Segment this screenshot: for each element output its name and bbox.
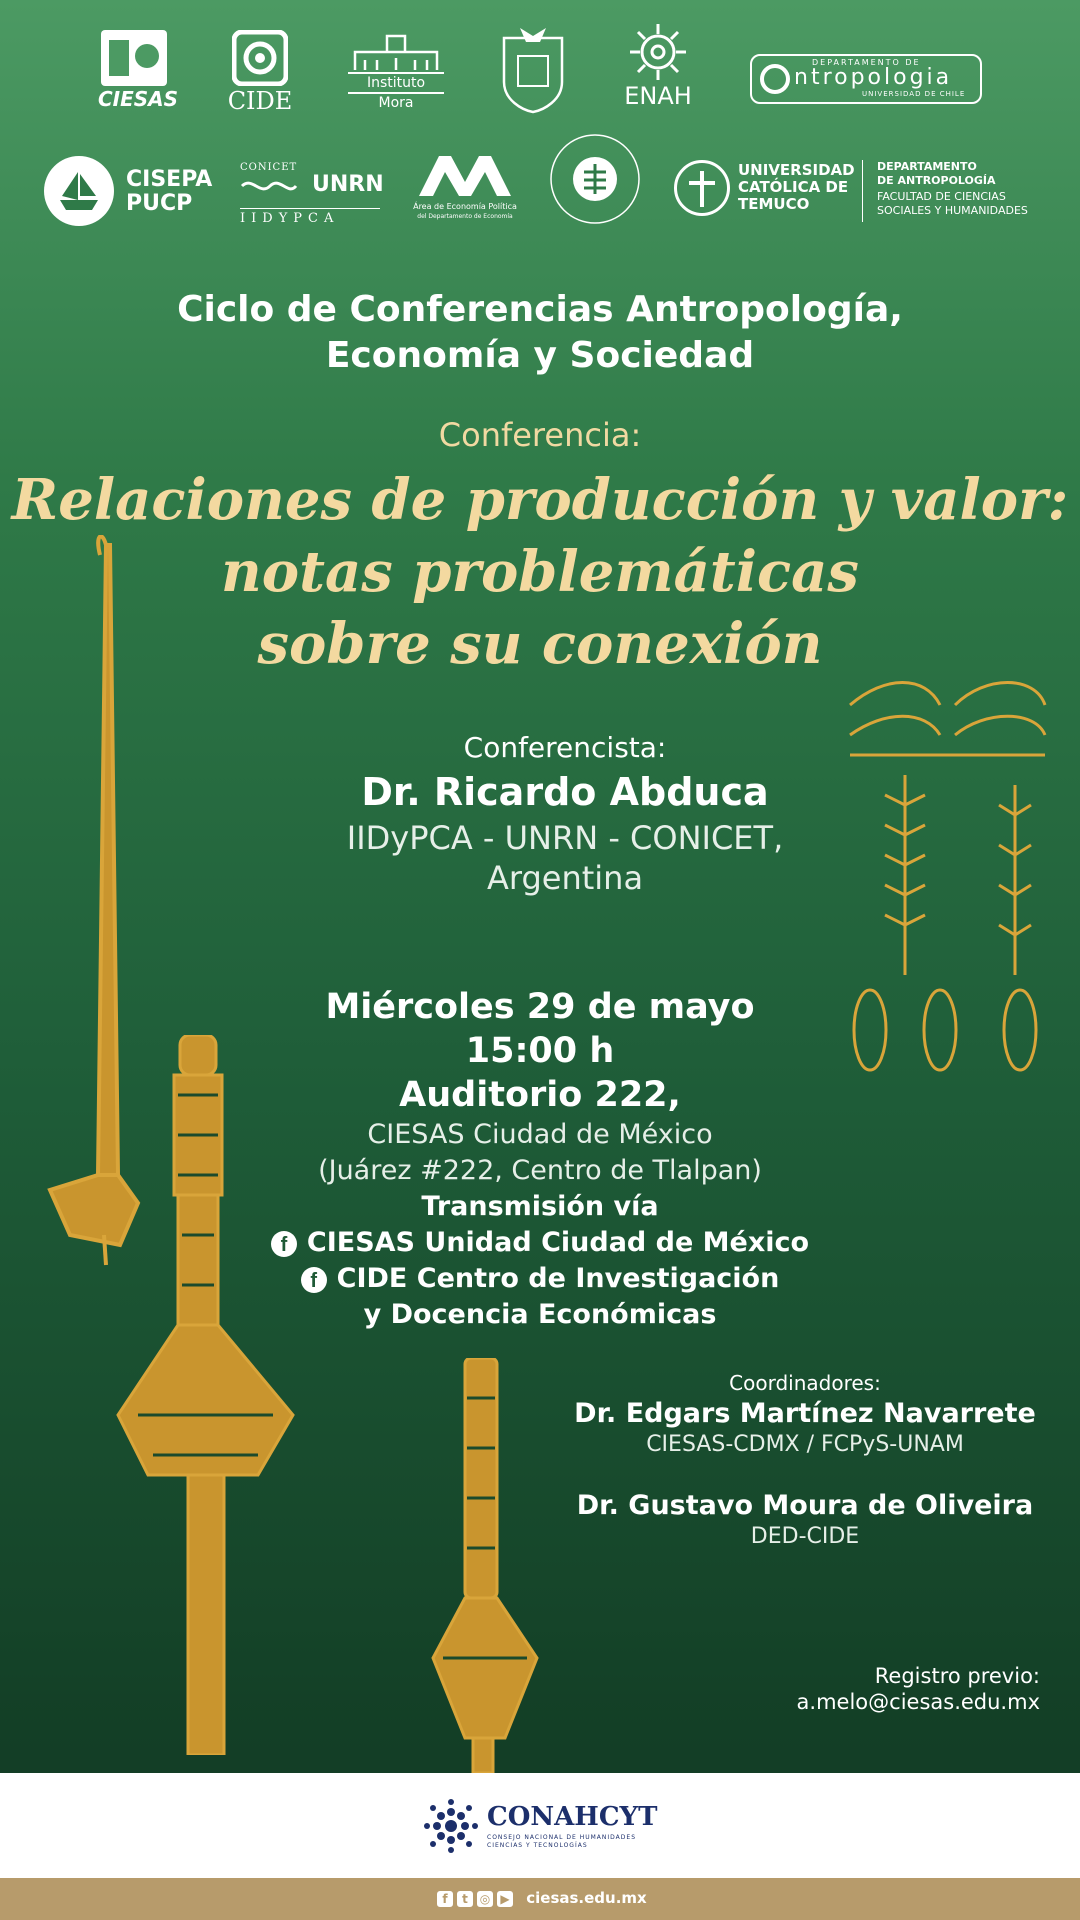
stream-ciesas[interactable] — [0, 1225, 1080, 1261]
uct-temuco-logo — [672, 158, 1032, 228]
uam-emblem-icon — [415, 152, 515, 198]
series-title — [0, 287, 1080, 379]
uct-divider — [862, 160, 863, 222]
uam-label-1: Área de Economía Política — [413, 202, 517, 211]
coordinators-label: Coordinadores: — [729, 1371, 881, 1395]
event-details — [0, 985, 1080, 1333]
registration-label: Registro previo: — [874, 1664, 1040, 1688]
mora-building-icon — [349, 28, 443, 72]
antro-bottom-label: UNIVERSIDAD DE CHILE — [862, 90, 966, 98]
instagram-icon[interactable]: ◎ — [477, 1891, 493, 1907]
conference-title-line-2: notas problemáticas — [221, 539, 859, 605]
facultad-economia-logo — [500, 22, 566, 114]
coordinator-2-name: Dr. Gustavo Moura de Oliveira — [576, 1490, 1034, 1521]
unrn-label: UNRN — [312, 172, 384, 197]
event-time: 15:00 h — [465, 1031, 615, 1071]
registration-block — [740, 1664, 1040, 1715]
uct-fac-2: SOCIALES Y HUMANIDADES — [877, 204, 1028, 217]
enah-glyph-icon — [628, 22, 688, 82]
speaker-affiliation-1: IIDyPCA - UNRN - CONICET, — [346, 819, 784, 857]
speaker-name: Dr. Ricardo Abduca — [361, 770, 769, 814]
event-venue: Auditorio 222, — [399, 1075, 681, 1115]
uct-label-3: TEMUCO — [738, 195, 810, 213]
twitter-icon[interactable]: t — [457, 1891, 473, 1907]
uct-dept-2: DE ANTROPOLOGÍA — [877, 174, 996, 187]
uct-fac-1: FACULTAD DE CIENCIAS — [877, 190, 1006, 203]
youtube-icon[interactable]: ▶ — [497, 1891, 513, 1907]
stream-ciesas-label: CIESAS Unidad Ciudad de México — [306, 1227, 810, 1258]
ciesas-logo — [98, 28, 179, 111]
footer-sponsor-bar — [0, 1773, 1080, 1878]
cide-logo — [225, 30, 295, 116]
antro-top-label: DEPARTAMENTO DE — [812, 58, 921, 67]
uct-dept-1: DEPARTAMENTO — [877, 160, 977, 173]
speaker-affiliation-2: Argentina — [486, 859, 644, 897]
coordinator-1-name: Dr. Edgars Martínez Navarrete — [574, 1398, 1036, 1429]
conicet-label: CONICET — [240, 162, 298, 173]
conference-title-line-3: sobre su conexión — [257, 611, 823, 677]
cide-emblem-icon — [232, 30, 288, 86]
speaker-block — [280, 730, 850, 898]
transmission-label: Transmisión vía — [421, 1191, 659, 1222]
cisepa-ship-icon — [44, 156, 114, 226]
uam-label-2: del Departamento de Economía — [417, 213, 513, 220]
spindle-illustration-bottom — [425, 1358, 545, 1773]
stream-cide-label-1: CIDE Centro de Investigación — [336, 1263, 780, 1294]
event-place-2: (Juárez #222, Centro de Tlalpan) — [318, 1155, 762, 1186]
conahcyt-sub-2: CIENCIAS Y TECNOLOGÍAS — [487, 1842, 588, 1849]
conahcyt-label: CONAHCYT — [487, 1802, 658, 1832]
conicet-unrn-iidypca-logo — [238, 160, 382, 230]
cisepa-label-2: PUCP — [126, 191, 193, 216]
enah-logo — [620, 22, 696, 110]
mora-label-2: Mora — [378, 95, 414, 111]
instituto-mora-logo — [348, 28, 444, 112]
conahcyt-sub-1: CONSEJO NACIONAL DE HUMANIDADES — [487, 1834, 637, 1841]
registration-email[interactable]: a.melo@ciesas.edu.mx — [796, 1690, 1040, 1714]
facebook-icon: f — [271, 1231, 297, 1257]
antro-circle-icon — [760, 64, 790, 94]
antropologia-uchile-logo — [750, 54, 982, 104]
cisepa-pucp-logo — [44, 156, 214, 228]
cisepa-label-1: CISEPA — [126, 167, 213, 192]
colegio-etnologos-logo — [548, 132, 642, 226]
uct-label-2: CATÓLICA DE — [738, 178, 849, 196]
facultad-shield-icon — [500, 22, 566, 114]
series-title-line-1: Ciclo de Conferencias Antropología, — [177, 289, 903, 330]
website-link[interactable]: ciesas.edu.mx — [526, 1889, 647, 1907]
facebook-icon[interactable]: f — [437, 1891, 453, 1907]
facebook-icon: f — [301, 1267, 327, 1293]
conference-title — [0, 464, 1080, 680]
coordinator-1-affiliation: CIESAS-CDMX / FCPyS-UNAM — [646, 1432, 964, 1457]
cide-label: CIDE — [227, 87, 293, 115]
conahcyt-dots-icon — [423, 1798, 479, 1854]
mora-label-1: Instituto — [348, 72, 444, 94]
colegio-seal-icon — [548, 132, 642, 226]
iidypca-label: IIDYPCA — [240, 208, 380, 226]
antro-main-label: ntropologia — [794, 65, 953, 90]
ciesas-label: CIESAS — [98, 87, 179, 111]
ciesas-emblem-icon — [99, 28, 169, 88]
coordinators-spacer — [555, 1458, 1055, 1488]
stream-cide-label-2: y Docencia Económicas — [363, 1299, 717, 1330]
social-links — [437, 1888, 647, 1908]
coordinators-block — [555, 1370, 1055, 1550]
event-place-1: CIESAS Ciudad de México — [367, 1119, 713, 1150]
speaker-label: Conferencista: — [463, 731, 667, 764]
event-date: Miércoles 29 de mayo — [325, 987, 755, 1027]
series-title-line-2: Economía y Sociedad — [325, 335, 755, 376]
conahcyt-logo — [423, 1798, 663, 1856]
footer-social-bar — [0, 1878, 1080, 1920]
coordinator-2-affiliation: DED-CIDE — [750, 1524, 860, 1549]
conicet-wave-icon — [240, 176, 298, 196]
uam-economia-politica-logo — [410, 152, 520, 221]
conference-label: Conferencia: — [438, 416, 642, 454]
conference-title-line-1: Relaciones de producción y valor: — [11, 467, 1069, 533]
uct-label-1: UNIVERSIDAD — [738, 161, 855, 179]
enah-label: ENAH — [624, 82, 692, 110]
stream-cide[interactable] — [0, 1261, 1080, 1297]
uct-cross-icon — [674, 160, 730, 216]
